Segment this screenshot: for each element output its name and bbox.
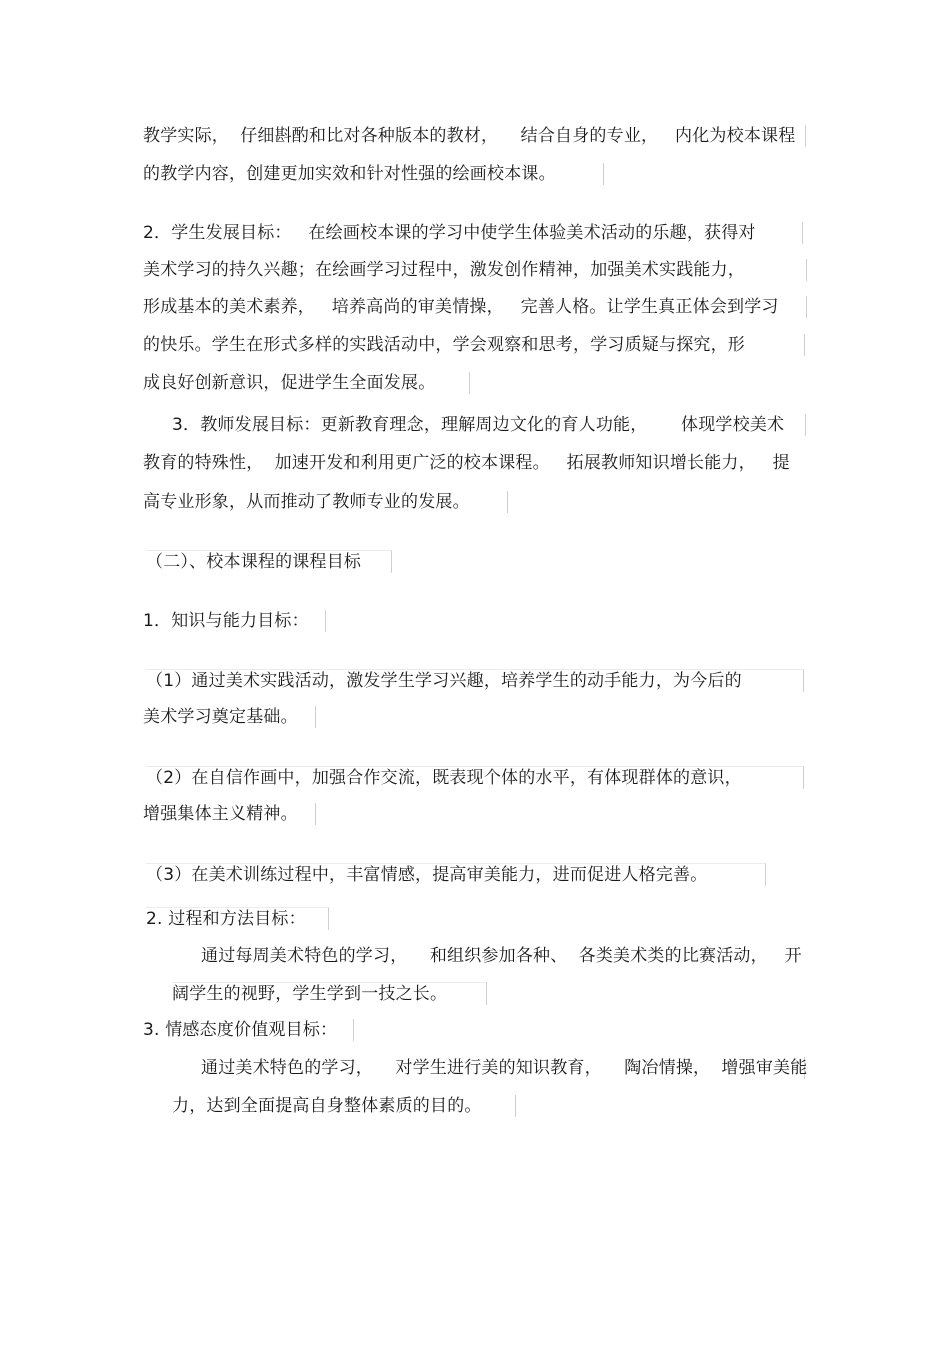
text-line: 3．教师发展目标：更新教育理念，理解周边文化的育人功能， 体现学校美术	[172, 414, 806, 436]
text-line: 阔学生的视野，学生学到一技之长。	[172, 982, 487, 1005]
text-line: 成良好创新意识，促进学生全面发展。	[143, 372, 470, 394]
text-line: 美术学习的持久兴趣；在绘画学习过程中，激发创作精神，加强美术实践能力，	[143, 259, 807, 281]
text-line: 高专业形象，从而推动了教师专业的发展。	[143, 491, 508, 513]
text-line: 形成基本的美术素养， 培养高尚的审美情操， 完善人格。让学生真正体会到学习	[143, 296, 807, 318]
text-line: （1）通过美术实践活动，激发学生学习兴趣，培养学生的动手能力，为今后的	[146, 669, 804, 692]
text-line: （3）在美术训练过程中，丰富情感，提高审美能力，进而促进人格完善。	[146, 863, 766, 886]
subsection-heading: 2. 过程和方法目标：	[146, 907, 329, 930]
text-line: 通过美术特色的学习， 对学生进行美的知识教育， 陶冶情操， 增强审美能	[201, 1058, 808, 1078]
text-line: 增强集体主义精神。	[143, 803, 316, 825]
subsection-heading: 3. 情感态度价值观目标：	[143, 1019, 354, 1041]
section-heading: （二）、校本课程的课程目标	[146, 550, 392, 573]
subsection-heading: 1．知识与能力目标：	[143, 610, 326, 632]
text-line: 的教学内容，创建更加实效和针对性强的绘画校本课。	[143, 163, 604, 185]
text-line: 的快乐。学生在形式多样的实践活动中，学会观察和思考，学习质疑与探究，形	[143, 334, 805, 356]
text-line: 教育的特殊性， 加速开发和利用更广泛的校本课程。 拓展教师知识增长能力， 提	[143, 453, 790, 473]
text-line: 教学实际， 仔细斟酌和比对各种版本的教材， 结合自身的专业， 内化为校本课程	[143, 125, 806, 147]
text-line: 通过每周美术特色的学习， 和组织参加各种、 各类美术类的比赛活动， 开	[201, 946, 802, 966]
text-line: 力，达到全面提高自身整体素质的目的。	[172, 1095, 516, 1117]
text-line: 美术学习奠定基础。	[143, 706, 316, 728]
text-line: 2．学生发展目标： 在绘画校本课的学习中使学生体验美术活动的乐趣，获得对	[143, 222, 803, 244]
text-line: （2）在自信作画中，加强合作交流，既表现个体的水平，有体现群体的意识，	[146, 766, 804, 789]
